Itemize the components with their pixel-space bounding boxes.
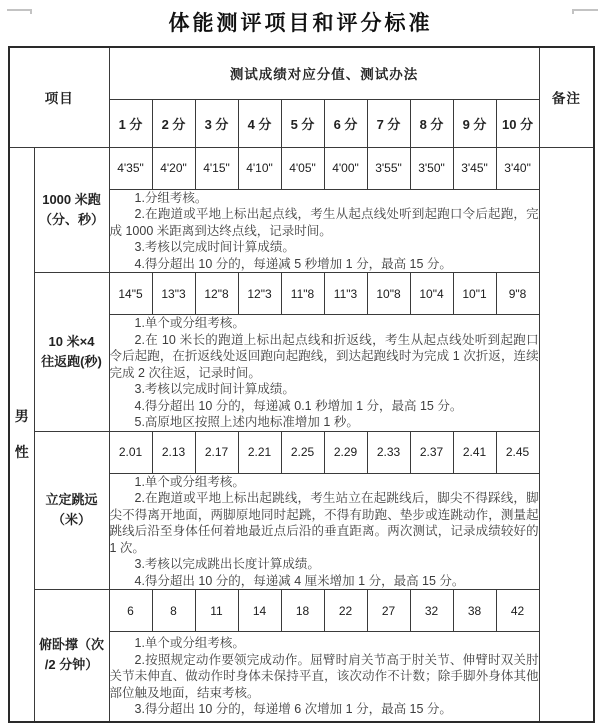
method-step: 4.得分超出 10 分的，每递减 4 厘米增加 1 分，最高 15 分。: [134, 573, 465, 588]
score-value: 3'50": [410, 147, 453, 189]
score-value: 2.41: [453, 431, 496, 473]
method-step: 2.在 10 米长的跑道上标出起点线和折返线，考生从起点线处听到起跑口令后起跑，在折返线处返回跑向起跑线，到达起跑线时为完成 1 次折返，连续完成 2 次往返，记录时间。: [109, 332, 539, 380]
method-pushups: [109, 632, 539, 722]
score-value: 4'20": [152, 147, 195, 189]
score-value: 42: [496, 590, 539, 632]
score-value: 4'35": [109, 147, 152, 189]
score-value: 10"8: [367, 273, 410, 315]
page-title: 体能测评项目和评分标准: [168, 12, 433, 35]
header-remark-column: 备注: [539, 47, 594, 147]
score-label-6: 6 分: [324, 99, 367, 147]
method-step: 2.在跑道或平地上标出起跳线，考生站立在起跳线后，脚尖不得踩线，脚尖不得离开地面，两脚原地同时起跳，不得有助跑、垫步或连跳动作，测量起跳线后沿至身体任何着地最近点后沿的垂直距离。两次测试，记录成绩较好的 1 次。: [109, 491, 539, 555]
method-standing-long-jump: [109, 473, 539, 590]
page-edge-artifact-right: [572, 9, 598, 14]
score-label-2: 2 分: [152, 99, 195, 147]
score-value: 3'45": [453, 147, 496, 189]
score-value: 9"8: [496, 273, 539, 315]
method-step: 2.按照规定动作要领完成动作。屈臂时肩关节高于肘关节、伸臂时双关肘关节未伸直、做动作时身体未保持平直，该次动作不计数；除手脚外身体其他部位触及地面，结束考核。: [109, 652, 539, 700]
score-label-3: 3 分: [195, 99, 238, 147]
method-step: 3.考核以完成时间计算成绩。: [134, 382, 295, 396]
score-value: 11"8: [281, 273, 324, 315]
score-value: 2.33: [367, 431, 410, 473]
method-step: 1.单个或分组考核。: [134, 636, 245, 650]
score-value: 2.13: [152, 431, 195, 473]
score-value: 11: [195, 590, 238, 632]
score-value: 10"1: [453, 273, 496, 315]
method-shuttle-run: [109, 315, 539, 432]
score-value: 12"8: [195, 273, 238, 315]
method-step: 1.单个或分组考核。: [134, 316, 245, 330]
score-value: 3'40": [496, 147, 539, 189]
method-step: 3.得分超出 10 分的，每递增 6 次增加 1 分，最高 15 分。: [134, 702, 452, 716]
method-1000m-run: [109, 189, 539, 273]
score-label-10: 10 分: [496, 99, 539, 147]
score-value: 10"4: [410, 273, 453, 315]
score-value: 6: [109, 590, 152, 632]
score-label-5: 5 分: [281, 99, 324, 147]
score-label-9: 9 分: [453, 99, 496, 147]
score-value: 4'15": [195, 147, 238, 189]
fitness-score-table: [8, 46, 595, 723]
score-value: 38: [453, 590, 496, 632]
header-item-column: 项目: [9, 47, 109, 147]
item-name-pushups: 俯卧撑（次 /2 分钟）: [34, 590, 109, 722]
score-value: 4'10": [238, 147, 281, 189]
method-step: 3.考核以完成时间计算成绩。: [134, 240, 295, 254]
method-step: 2.在跑道或平地上标出起点线，考生从起点线处听到起跑口令后起跑，完成 1000 米距离到达终点线，记录时间。: [109, 207, 539, 238]
method-step: 4.得分超出 10 分的，每递减 5 秒增加 1 分，最高 15 分。: [134, 256, 452, 271]
item-name-1000m-run: 1000 米跑 （分、秒）: [34, 147, 109, 273]
score-value: 27: [367, 590, 410, 632]
score-value: 2.25: [281, 431, 324, 473]
score-label-1: 1 分: [109, 99, 152, 147]
score-value: 2.29: [324, 431, 367, 473]
method-step: 4.得分超出 10 分的，每递减 0.1 秒增加 1 分，最高 15 分。: [134, 398, 463, 413]
score-value: 18: [281, 590, 324, 632]
method-step: 5.高原地区按照上述内地标准增加 1 秒。: [134, 415, 359, 429]
item-name-standing-long-jump: 立定跳远 （米）: [34, 431, 109, 590]
score-value: 12"3: [238, 273, 281, 315]
score-value: 2.01: [109, 431, 152, 473]
score-value: 32: [410, 590, 453, 632]
score-label-7: 7 分: [367, 99, 410, 147]
page-edge-artifact-left: [7, 9, 32, 14]
score-value: 2.21: [238, 431, 281, 473]
score-label-8: 8 分: [410, 99, 453, 147]
remark-cell: [539, 147, 594, 722]
score-value: 2.17: [195, 431, 238, 473]
score-value: 22: [324, 590, 367, 632]
item-name-shuttle-run: 10 米×4 往返跑(秒): [34, 273, 109, 432]
score-value: 4'00": [324, 147, 367, 189]
score-value: 8: [152, 590, 195, 632]
score-value: 14"5: [109, 273, 152, 315]
score-value: 3'55": [367, 147, 410, 189]
score-value: 2.45: [496, 431, 539, 473]
gender-label: 男性: [9, 147, 34, 722]
score-value: 14: [238, 590, 281, 632]
method-step: 1.分组考核。: [134, 190, 208, 205]
score-label-4: 4 分: [238, 99, 281, 147]
score-value: 2.37: [410, 431, 453, 473]
score-value: 4'05": [281, 147, 324, 189]
method-step: 1.单个或分组考核。: [134, 474, 245, 489]
document-page: [0, 7, 601, 716]
score-value: 11"3: [324, 273, 367, 315]
score-value: 13"3: [152, 273, 195, 315]
header-score-section: 测试成绩对应分值、测试办法: [109, 47, 539, 99]
method-step: 3.考核以完成跳出长度计算成绩。: [134, 557, 320, 571]
